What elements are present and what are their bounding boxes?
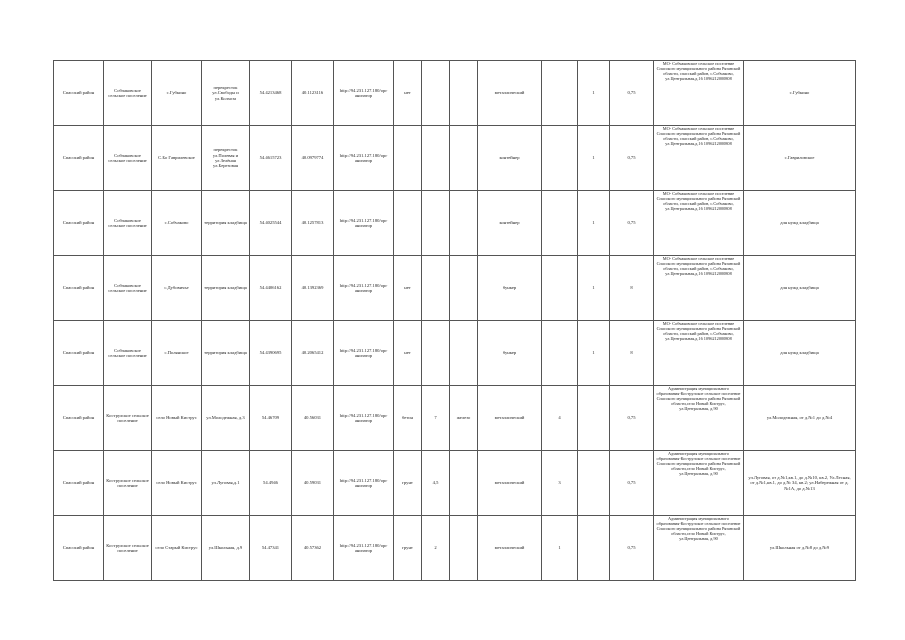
cell-street: ул.Молодежная, д.3 xyxy=(202,386,250,451)
cell-cover: нет xyxy=(394,321,422,386)
cell-owner: МО- Собчаковское сельское поселение Спасского муниципального района Рязанской области, спасский район, с.Собчаково, ул.Центральная,д.16 1096212000808 xyxy=(654,191,744,256)
cell-count xyxy=(578,516,610,581)
cell-cover: нет xyxy=(394,61,422,126)
cell-district: Спасский район xyxy=(54,516,104,581)
cell-served: ул.Школьная от д.№8 до д.№9 xyxy=(744,516,856,581)
cell-cover: нет xyxy=(394,256,422,321)
cell-blank: 1 xyxy=(542,516,578,581)
cell-cover xyxy=(394,126,422,191)
cell-count xyxy=(578,451,610,516)
cell-lon: 40.0979774 xyxy=(292,126,334,191)
cell-settlement: Собчаковское сельское поселение xyxy=(104,126,152,191)
cell-bin-type: металлический xyxy=(478,516,542,581)
cell-fence xyxy=(450,61,478,126)
cell-bin-type: бункер xyxy=(478,256,542,321)
cell-fence: железо xyxy=(450,386,478,451)
table-row xyxy=(54,516,856,581)
cell-count: 1 xyxy=(578,191,610,256)
cell-lat: 54.46709 xyxy=(250,386,292,451)
cell-street: территория кладбища xyxy=(202,321,250,386)
cell-settlement: Собчаковское сельское поселение xyxy=(104,256,152,321)
table-row xyxy=(54,451,856,516)
cell-lat: 54.4025544 xyxy=(250,191,292,256)
cell-volume: 0,75 xyxy=(610,451,654,516)
cell-locality: С.Бо Гаврилевское xyxy=(152,126,202,191)
cell-lon: 40.2065412 xyxy=(292,321,334,386)
cell-url: http://94.231.127.180/орг анизатор xyxy=(334,451,394,516)
cell-lat: 54.4406162 xyxy=(250,256,292,321)
cell-lon: 40.56031 xyxy=(292,386,334,451)
cell-owner: Администрация муниципального образования-Кострулское сельское поселение Спасского муниципального района Рязанской области,село Новый Киструс, ул.Центральная, д.90 xyxy=(654,451,744,516)
cell-district: Спасский район xyxy=(54,451,104,516)
table-row xyxy=(54,256,856,321)
cell-url: http://94.231.127.180/орг анизатор xyxy=(334,61,394,126)
table-row xyxy=(54,321,856,386)
cell-lon: 40.1257813 xyxy=(292,191,334,256)
cell-count: 1 xyxy=(578,61,610,126)
cell-locality: с.Губкино xyxy=(152,61,202,126)
cell-count: 1 xyxy=(578,321,610,386)
cell-cover: бетон xyxy=(394,386,422,451)
table-row xyxy=(54,61,856,126)
cell-settlement: Собчаковское сельское поселение xyxy=(104,61,152,126)
cell-served: для нужд кладбища xyxy=(744,321,856,386)
cell-locality: с.Дубовичье xyxy=(152,256,202,321)
cell-area xyxy=(422,126,450,191)
cell-lon: 40.1123116 xyxy=(292,61,334,126)
cell-area: 4,5 xyxy=(422,451,450,516)
cell-fence xyxy=(450,126,478,191)
cell-url: http://94.231.127.180/орг анизатор xyxy=(334,191,394,256)
cell-locality: село Старый Киструс xyxy=(152,516,202,581)
cell-served: ул.Молодежная, от д.№1 до д.№4 xyxy=(744,386,856,451)
cell-fence xyxy=(450,321,478,386)
cell-street: территория кладбища xyxy=(202,256,250,321)
cell-served: с.Гавриловское xyxy=(744,126,856,191)
cell-district: Спасский район xyxy=(54,256,104,321)
cell-lon: 40.57362 xyxy=(292,516,334,581)
cell-district: Спасский район xyxy=(54,126,104,191)
cell-lat: 54.47341 xyxy=(250,516,292,581)
cell-served: с.Губкино xyxy=(744,61,856,126)
cell-bin-type: металлический xyxy=(478,386,542,451)
cell-volume: 0,75 xyxy=(610,191,654,256)
cell-url: http://94.231.127.180/орг анизатор xyxy=(334,126,394,191)
cell-served: ул.Луговая, от д.№1,кв.1, до д.№10, кв.2, Ул.Лесная, от д.№1,кв.1, до д.№ 34, кв.2; ул.Набережная от д.№1А, до д.№13 xyxy=(744,451,856,516)
cell-area xyxy=(422,256,450,321)
cell-volume: 0,75 xyxy=(610,386,654,451)
cell-owner: Администрация муниципального образования-Кострулское сельское поселение Спасского муниципального района Рязанской области,село Новый Киструс, ул.Центральная, д.90 xyxy=(654,516,744,581)
cell-volume: 8 xyxy=(610,321,654,386)
cell-owner: Администрация муниципального образования-Кострулское сельское поселение Спасского муниципального района Рязанской области,село Новый Киструс, ул.Центральная, д.90 xyxy=(654,386,744,451)
cell-blank xyxy=(542,321,578,386)
cell-count: 1 xyxy=(578,256,610,321)
cell-blank: 4 xyxy=(542,386,578,451)
cell-served: для нужд кладбища xyxy=(744,191,856,256)
cell-lat: 54.4390695 xyxy=(250,321,292,386)
cell-served: для нужд кладбища xyxy=(744,256,856,321)
cell-owner: МО- Собчаковское сельское поселение Спасского муниципального района Рязанской области, спасский район, с.Собчаково, ул.Центральная,д.16 1096212000808 xyxy=(654,256,744,321)
cell-fence xyxy=(450,256,478,321)
cell-lat: 54.4946 xyxy=(250,451,292,516)
cell-area xyxy=(422,61,450,126)
cell-url: http://94.231.127.180/орг анизатор xyxy=(334,386,394,451)
cell-bin-type: металлический xyxy=(478,61,542,126)
cell-volume: 0,75 xyxy=(610,126,654,191)
cell-bin-type: контейнер xyxy=(478,191,542,256)
cell-volume: 0,75 xyxy=(610,516,654,581)
cell-url: http://94.231.127.180/орг анизатор xyxy=(334,516,394,581)
cell-bin-type: контейнер xyxy=(478,126,542,191)
cell-district: Спасский район xyxy=(54,191,104,256)
cell-count xyxy=(578,386,610,451)
table-row xyxy=(54,386,856,451)
cell-volume: 0,75 xyxy=(610,61,654,126)
cell-fence xyxy=(450,191,478,256)
cell-blank xyxy=(542,61,578,126)
cell-locality: село Новый Киструс xyxy=(152,451,202,516)
cell-settlement: Собчаковское сельское поселение xyxy=(104,191,152,256)
cell-lon: 40.59031 xyxy=(292,451,334,516)
cell-area xyxy=(422,321,450,386)
cell-blank xyxy=(542,126,578,191)
cell-settlement: Кострулское сельское поселение xyxy=(104,386,152,451)
cell-settlement: Кострулское сельское поселение xyxy=(104,516,152,581)
data-table xyxy=(53,60,856,581)
cell-owner: МО- Собчаковское сельское поселение Спасского муниципального района Рязанской области, спасский район, с.Собчаково, ул.Центральная,д.16 1096212000808 xyxy=(654,61,744,126)
cell-district: Спасский район xyxy=(54,321,104,386)
cell-district: Спасский район xyxy=(54,386,104,451)
cell-street: перекресток ул.Полевая и ул.Зелёная ул.Березовая xyxy=(202,126,250,191)
cell-street: ул.Луговая,д.1 xyxy=(202,451,250,516)
cell-volume: 8 xyxy=(610,256,654,321)
cell-blank xyxy=(542,256,578,321)
cell-cover: грунт xyxy=(394,451,422,516)
cell-lon: 40.1392369 xyxy=(292,256,334,321)
cell-lat: 54.4615723 xyxy=(250,126,292,191)
cell-locality: с.Собчаково xyxy=(152,191,202,256)
cell-settlement: Собчаковское сельское поселение xyxy=(104,321,152,386)
cell-cover: грунт xyxy=(394,516,422,581)
cell-street: территория кладбища xyxy=(202,191,250,256)
cell-area: 2 xyxy=(422,516,450,581)
cell-fence xyxy=(450,516,478,581)
cell-street: перекресток ул.Свободы и ул.Колхоза xyxy=(202,61,250,126)
cell-locality: с.Полянское xyxy=(152,321,202,386)
cell-area xyxy=(422,191,450,256)
cell-owner: МО- Собчаковское сельское поселение Спасского муниципального района Рязанской области, спасский район, с.Собчаково, ул.Центральная,д.16 1096212000808 xyxy=(654,321,744,386)
cell-owner: МО- Собчаковское сельское поселение Спасского муниципального района Рязанской области, спасский район, с.Собчаково, ул.Центральная,д.16 1096212000808 xyxy=(654,126,744,191)
cell-url: http://94.231.127.180/орг анизатор xyxy=(334,321,394,386)
cell-blank: 3 xyxy=(542,451,578,516)
cell-count: 1 xyxy=(578,126,610,191)
cell-lat: 54.4213468 xyxy=(250,61,292,126)
cell-locality: село Новый Киструс xyxy=(152,386,202,451)
table-body xyxy=(54,61,856,581)
cell-blank xyxy=(542,191,578,256)
cell-fence xyxy=(450,451,478,516)
cell-district: Спасский район xyxy=(54,61,104,126)
cell-area: 7 xyxy=(422,386,450,451)
cell-settlement: Кострулское сельское поселение xyxy=(104,451,152,516)
cell-cover xyxy=(394,191,422,256)
cell-bin-type: металлический xyxy=(478,451,542,516)
cell-street: ул.Школьная, д.9 xyxy=(202,516,250,581)
table-row xyxy=(54,191,856,256)
cell-bin-type: бункер xyxy=(478,321,542,386)
cell-url: http://94.231.127.180/орг анизатор xyxy=(334,256,394,321)
table-row xyxy=(54,126,856,191)
